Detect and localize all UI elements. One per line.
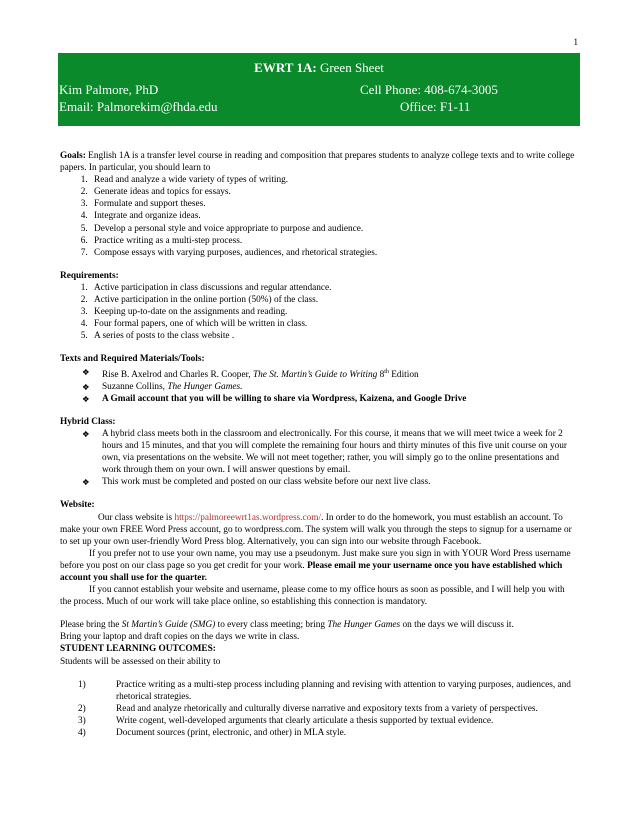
- instructor-office: Office: F1-11: [400, 99, 471, 114]
- hybrid-list: [60, 428, 578, 488]
- list-item: 1. Active participation in class discussions and regular attendance.: [90, 282, 578, 294]
- list-item: 1) Practice writing as a multi-step process including planning and revising with attention to varying purposes, audiences, and rhetorical strategies.: [78, 679, 571, 702]
- list-item: ❖ This work must be completed and posted on our class website before our next live class.: [100, 476, 578, 488]
- list-item: 4. Integrate and organize ideas.: [90, 210, 578, 222]
- page-number: 1: [573, 37, 578, 47]
- requirements-list: [60, 282, 578, 342]
- list-item: 4) Document sources (print, electronic, and other) in MLA style.: [78, 728, 347, 739]
- list-item: 3. Formulate and support theses.: [90, 198, 578, 210]
- list-item: 5. Develop a personal style and voice appropriate to purpose and audience.: [90, 223, 578, 235]
- list-item: 6. Practice writing as a multi-step process.: [90, 235, 578, 247]
- outcomes-list: [60, 679, 578, 739]
- bring-paragraph: Please bring the St Martin’s Guide (SMG) to every class meeting; bring The Hunger Games on the days we will discuss it.: [60, 620, 514, 631]
- list-item: 1. Read and analyze a wide variety of types of writing.: [90, 174, 578, 186]
- instructor-phone: Cell Phone: 408-674-3005: [360, 82, 498, 97]
- list-item: 3) Write cogent, well-developed arguments that clearly articulate a thesis supported by textual evidence.: [78, 715, 494, 726]
- list-item: ❖ Rise B. Axelrod and Charles R. Cooper, The St. Martin’s Guide to Writing 8th Edition: [100, 366, 578, 381]
- requirements-heading: Requirements:: [60, 270, 119, 281]
- outcomes-heading: STUDENT LEARNING OUTCOMES:: [60, 644, 216, 655]
- website-paragraph: Our class website is https://palmoreewrt1as.wordpress.com/. In order to do the homework, you must establish an account. To make your own FREE Word Press account, go to wordpress.com. The system will walk you through the steps to signup for a username or to set up your own user-friendly Word Press blog. Alternatively, you can sign into our website through Facebook.: [60, 512, 572, 547]
- header-banner: [58, 53, 580, 126]
- goals-list: [60, 174, 578, 259]
- list-item: 7. Compose essays with varying purposes, audiences, and rhetorical strategies.: [90, 247, 578, 259]
- bring-laptop-line: Bring your laptop and draft copies on the days we write in class.: [60, 632, 300, 643]
- hybrid-heading: Hybrid Class:: [60, 416, 116, 427]
- list-item: 4. Four formal papers, one of which will be written in class.: [90, 318, 578, 330]
- help-paragraph: If you cannot establish your website and username, please come to my office hours as soon as possible, and I will help you with the process. Much of our work will take place online, so establishing this connection is mandatory.: [60, 585, 565, 608]
- pseudonym-paragraph: If you prefer not to use your own name, you may use a pseudonym. Just make sure you sign in with YOUR Word Press username before you post on our class page so you get credit for your work. Please email me your username once you have established which account you shall use for the quarter.: [60, 548, 571, 583]
- list-item: 2. Generate ideas and topics for essays.: [90, 186, 578, 198]
- texts-heading: Texts and Required Materials/Tools:: [60, 354, 205, 365]
- texts-list: [60, 366, 578, 405]
- instructor-email: Email: Palmorekim@fhda.edu: [59, 99, 218, 114]
- document-body: [60, 150, 578, 739]
- website-heading: Website:: [60, 500, 95, 511]
- list-item: 2) Read and analyze rhetorically and culturally diverse narrative and expository texts from a variety of perspectives.: [78, 703, 538, 714]
- outcomes-intro: Students will be assessed on their ability to: [60, 656, 221, 667]
- page-title: EWRT 1A: Green Sheet: [254, 60, 384, 75]
- list-item: ❖ A hybrid class meets both in the classroom and electronically. For this course, it means that we will meet twice a week for 2 hours and 15 minutes, and that you will complete the remaining four hours and thirty minutes of this five unit course on your own, via presentations on the website. We will not meet together; rather, you will simply go to the online presentations and work through them on your own. I will answer questions by email.: [100, 428, 578, 476]
- list-item: ❖ Suzanne Collins, The Hunger Games.: [100, 381, 578, 393]
- instructor-name: Kim Palmore, PhD: [59, 82, 159, 97]
- list-item: 2. Active participation in the online portion (50%) of the class.: [90, 294, 578, 306]
- website-link[interactable]: https://palmoreewrt1as.wordpress.com/: [174, 512, 322, 523]
- list-item: 5. A series of posts to the class website .: [90, 330, 578, 342]
- list-item: 3. Keeping up-to-date on the assignments and reading.: [90, 306, 578, 318]
- goals-paragraph: Goals: English 1A is a transfer level course in reading and composition that prepares students to analyze college texts and to write college papers. In particular, you should learn to: [60, 151, 575, 174]
- list-item: ❖ A Gmail account that you will be willing to share via Wordpress, Kaizena, and Google Drive: [100, 393, 578, 405]
